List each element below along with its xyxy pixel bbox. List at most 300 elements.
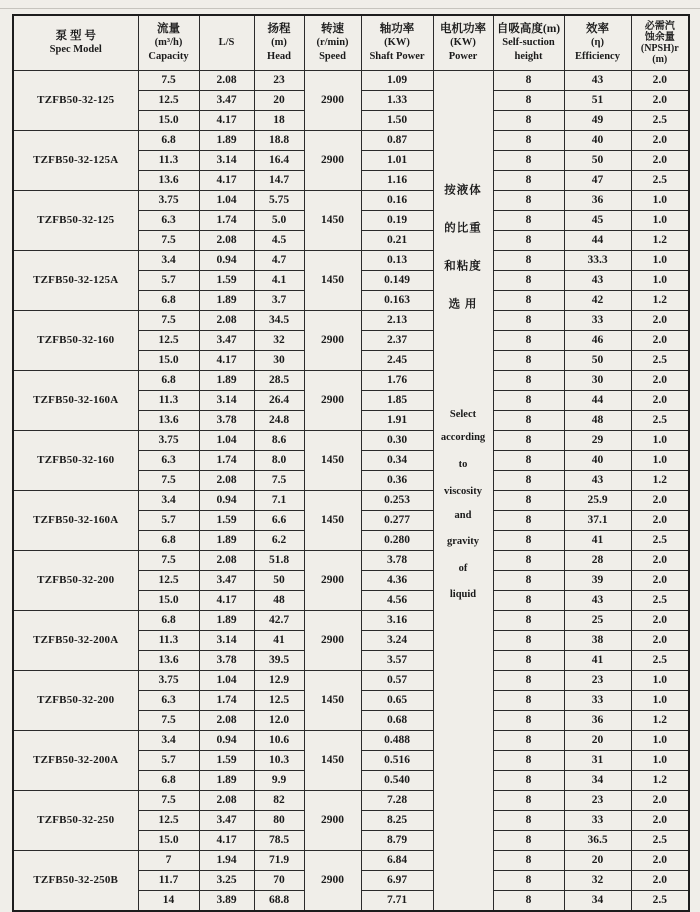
suction-cell: 8	[493, 771, 564, 791]
npsh-cell: 2.0	[631, 791, 689, 811]
capacity-cell: 6.8	[138, 131, 199, 151]
header-line: Self-suction	[502, 37, 555, 48]
efficiency-cell: 38	[564, 631, 631, 651]
ls-cell: 0.94	[199, 731, 254, 751]
suction-cell: 8	[493, 891, 564, 912]
header-line: Power	[448, 51, 478, 62]
ls-cell: 3.25	[199, 871, 254, 891]
ls-cell: 2.08	[199, 551, 254, 571]
header-cell-efficiency	[564, 15, 631, 71]
efficiency-cell: 43	[564, 591, 631, 611]
npsh-cell: 1.0	[631, 731, 689, 751]
efficiency-cell: 36.5	[564, 831, 631, 851]
suction-cell: 8	[493, 271, 564, 291]
capacity-cell: 13.6	[138, 411, 199, 431]
capacity-cell: 11.7	[138, 871, 199, 891]
head-cell: 80	[254, 811, 304, 831]
shaft-power-cell: 0.163	[361, 291, 433, 311]
shaft-power-cell: 2.45	[361, 351, 433, 371]
suction-cell: 8	[493, 171, 564, 191]
model-cell: TZFB50-32-160	[13, 311, 138, 371]
ls-cell: 1.74	[199, 691, 254, 711]
shaft-power-cell: 3.57	[361, 651, 433, 671]
capacity-cell: 14	[138, 891, 199, 912]
shaft-power-cell: 0.488	[361, 731, 433, 751]
header-line: (KW)	[450, 37, 476, 48]
shaft-power-cell: 8.79	[361, 831, 433, 851]
npsh-cell: 2.5	[631, 171, 689, 191]
shaft-power-cell: 1.09	[361, 71, 433, 91]
ls-cell: 1.89	[199, 131, 254, 151]
head-cell: 12.5	[254, 691, 304, 711]
header-line: 轴功率	[379, 23, 415, 35]
head-cell: 28.5	[254, 371, 304, 391]
capacity-cell: 7.5	[138, 791, 199, 811]
shaft-power-cell: 0.57	[361, 671, 433, 691]
shaft-power-cell: 0.30	[361, 431, 433, 451]
suction-cell: 8	[493, 131, 564, 151]
suction-cell: 8	[493, 391, 564, 411]
header-cell-power	[433, 15, 493, 71]
npsh-cell: 2.0	[631, 371, 689, 391]
efficiency-cell: 48	[564, 411, 631, 431]
shaft-power-cell: 0.280	[361, 531, 433, 551]
npsh-cell: 2.0	[631, 631, 689, 651]
power-note-line: of	[458, 562, 468, 574]
capacity-cell: 3.4	[138, 251, 199, 271]
npsh-cell: 1.2	[631, 771, 689, 791]
table-row	[13, 371, 689, 391]
ls-cell: 2.08	[199, 791, 254, 811]
head-cell: 5.0	[254, 211, 304, 231]
shaft-power-cell: 1.16	[361, 171, 433, 191]
npsh-cell: 2.5	[631, 531, 689, 551]
shaft-power-cell: 1.50	[361, 111, 433, 131]
npsh-cell: 2.0	[631, 611, 689, 631]
suction-cell: 8	[493, 211, 564, 231]
table-row	[13, 791, 689, 811]
efficiency-cell: 32	[564, 871, 631, 891]
model-cell: TZFB50-32-125	[13, 71, 138, 131]
page-top-rule	[0, 8, 700, 9]
header-line: Spec Model	[49, 44, 102, 55]
npsh-cell: 2.0	[631, 491, 689, 511]
ls-cell: 1.59	[199, 751, 254, 771]
npsh-cell: 2.0	[631, 391, 689, 411]
header-line: 必需汽	[644, 21, 675, 32]
ls-cell: 2.08	[199, 71, 254, 91]
npsh-cell: 2.5	[631, 651, 689, 671]
head-cell: 12.0	[254, 711, 304, 731]
shaft-power-cell: 4.56	[361, 591, 433, 611]
header-line: (m)	[271, 37, 287, 48]
efficiency-cell: 34	[564, 771, 631, 791]
efficiency-cell: 40	[564, 451, 631, 471]
npsh-cell: 1.0	[631, 671, 689, 691]
header-cell-head	[254, 15, 304, 71]
capacity-cell: 5.7	[138, 751, 199, 771]
capacity-cell: 13.6	[138, 171, 199, 191]
header-cell-ls	[199, 15, 254, 71]
ls-cell: 1.89	[199, 291, 254, 311]
capacity-cell: 7.5	[138, 711, 199, 731]
header-line: 效率	[586, 23, 609, 35]
table-row	[13, 611, 689, 631]
head-cell: 18.8	[254, 131, 304, 151]
model-cell: TZFB50-32-160	[13, 431, 138, 491]
efficiency-cell: 49	[564, 111, 631, 131]
capacity-cell: 7.5	[138, 231, 199, 251]
header-line: 扬程	[267, 23, 291, 35]
suction-cell: 8	[493, 691, 564, 711]
ls-cell: 4.17	[199, 171, 254, 191]
npsh-cell: 2.5	[631, 831, 689, 851]
model-cell: TZFB50-32-160A	[13, 371, 138, 431]
speed-cell: 2900	[304, 851, 361, 912]
head-cell: 20	[254, 91, 304, 111]
suction-cell: 8	[493, 571, 564, 591]
suction-cell: 8	[493, 851, 564, 871]
header-row	[13, 15, 689, 71]
capacity-cell: 12.5	[138, 811, 199, 831]
suction-cell: 8	[493, 111, 564, 131]
efficiency-cell: 39	[564, 571, 631, 591]
power-note-line: and	[454, 509, 472, 521]
suction-cell: 8	[493, 471, 564, 491]
suction-cell: 8	[493, 591, 564, 611]
header-line: Head	[267, 51, 291, 62]
shaft-power-cell: 1.01	[361, 151, 433, 171]
ls-cell: 3.47	[199, 91, 254, 111]
suction-cell: 8	[493, 871, 564, 891]
npsh-cell: 2.0	[631, 131, 689, 151]
shaft-power-cell: 0.253	[361, 491, 433, 511]
table-row	[13, 311, 689, 331]
suction-cell: 8	[493, 711, 564, 731]
ls-cell: 1.59	[199, 511, 254, 531]
efficiency-cell: 41	[564, 531, 631, 551]
npsh-cell: 2.0	[631, 851, 689, 871]
head-cell: 5.75	[254, 191, 304, 211]
header-cell-shaft-power	[361, 15, 433, 71]
ls-cell: 3.89	[199, 891, 254, 912]
shaft-power-cell: 0.516	[361, 751, 433, 771]
shaft-power-cell: 1.91	[361, 411, 433, 431]
capacity-cell: 11.3	[138, 631, 199, 651]
suction-cell: 8	[493, 631, 564, 651]
model-cell: TZFB50-32-200A	[13, 731, 138, 791]
head-cell: 78.5	[254, 831, 304, 851]
suction-cell: 8	[493, 331, 564, 351]
model-cell: TZFB50-32-200	[13, 551, 138, 611]
capacity-cell: 3.75	[138, 191, 199, 211]
head-cell: 4.7	[254, 251, 304, 271]
capacity-cell: 7	[138, 851, 199, 871]
power-note-line: according	[440, 431, 486, 443]
npsh-cell: 2.0	[631, 311, 689, 331]
header-line: (η)	[591, 37, 604, 48]
shaft-power-cell: 8.25	[361, 811, 433, 831]
header-cell-capacity	[138, 15, 199, 71]
capacity-cell: 6.8	[138, 291, 199, 311]
capacity-cell: 12.5	[138, 331, 199, 351]
header-line: Speed	[319, 51, 346, 62]
efficiency-cell: 20	[564, 851, 631, 871]
shaft-power-cell: 6.84	[361, 851, 433, 871]
header-line: 电机功率	[440, 23, 486, 35]
efficiency-cell: 34	[564, 891, 631, 912]
ls-cell: 1.04	[199, 431, 254, 451]
head-cell: 24.8	[254, 411, 304, 431]
header-line: (m)	[652, 54, 668, 65]
power-note-line: Select	[449, 408, 477, 420]
power-note-line: 的比重	[444, 222, 482, 235]
capacity-cell: 6.8	[138, 531, 199, 551]
head-cell: 18	[254, 111, 304, 131]
table-row	[13, 731, 689, 751]
efficiency-cell: 30	[564, 371, 631, 391]
speed-cell: 2900	[304, 131, 361, 191]
npsh-cell: 1.0	[631, 451, 689, 471]
capacity-cell: 11.3	[138, 391, 199, 411]
header-line: 蚀余量	[644, 32, 675, 43]
capacity-cell: 15.0	[138, 591, 199, 611]
ls-cell: 4.17	[199, 351, 254, 371]
npsh-cell: 2.0	[631, 551, 689, 571]
ls-cell: 3.47	[199, 571, 254, 591]
npsh-cell: 2.0	[631, 331, 689, 351]
efficiency-cell: 51	[564, 91, 631, 111]
suction-cell: 8	[493, 431, 564, 451]
shaft-power-cell: 2.13	[361, 311, 433, 331]
suction-cell: 8	[493, 411, 564, 431]
model-cell: TZFB50-32-125A	[13, 131, 138, 191]
shaft-power-cell: 0.540	[361, 771, 433, 791]
efficiency-cell: 25	[564, 611, 631, 631]
speed-cell: 2900	[304, 611, 361, 671]
model-cell: TZFB50-32-125A	[13, 251, 138, 311]
efficiency-cell: 31	[564, 751, 631, 771]
table-row	[13, 491, 689, 511]
efficiency-cell: 28	[564, 551, 631, 571]
ls-cell: 1.89	[199, 611, 254, 631]
shaft-power-cell: 0.16	[361, 191, 433, 211]
header-line: 流量	[157, 23, 180, 35]
ls-cell: 2.08	[199, 231, 254, 251]
head-cell: 10.3	[254, 751, 304, 771]
efficiency-cell: 40	[564, 131, 631, 151]
suction-cell: 8	[493, 511, 564, 531]
table-row	[13, 71, 689, 91]
head-cell: 48	[254, 591, 304, 611]
power-note-line: liquid	[449, 588, 477, 600]
efficiency-cell: 33	[564, 691, 631, 711]
header-line: (m³/h)	[154, 37, 183, 48]
shaft-power-cell: 0.36	[361, 471, 433, 491]
head-cell: 70	[254, 871, 304, 891]
ls-cell: 1.04	[199, 671, 254, 691]
efficiency-cell: 43	[564, 471, 631, 491]
efficiency-cell: 23	[564, 791, 631, 811]
capacity-cell: 6.8	[138, 771, 199, 791]
speed-cell: 2900	[304, 791, 361, 851]
efficiency-cell: 45	[564, 211, 631, 231]
ls-cell: 3.78	[199, 651, 254, 671]
suction-cell: 8	[493, 291, 564, 311]
efficiency-cell: 33	[564, 811, 631, 831]
capacity-cell: 7.5	[138, 551, 199, 571]
capacity-cell: 6.3	[138, 451, 199, 471]
suction-cell: 8	[493, 151, 564, 171]
ls-cell: 1.04	[199, 191, 254, 211]
npsh-cell: 2.5	[631, 111, 689, 131]
capacity-cell: 7.5	[138, 471, 199, 491]
model-cell: TZFB50-32-160A	[13, 491, 138, 551]
header-line: (KW)	[384, 37, 410, 48]
speed-cell: 1450	[304, 671, 361, 731]
pump-spec-table	[12, 14, 690, 912]
suction-cell: 8	[493, 751, 564, 771]
capacity-cell: 7.5	[138, 71, 199, 91]
head-cell: 7.1	[254, 491, 304, 511]
ls-cell: 1.94	[199, 851, 254, 871]
npsh-cell: 1.0	[631, 271, 689, 291]
table-row	[13, 131, 689, 151]
suction-cell: 8	[493, 191, 564, 211]
capacity-cell: 15.0	[138, 351, 199, 371]
efficiency-cell: 42	[564, 291, 631, 311]
shaft-power-cell: 1.76	[361, 371, 433, 391]
model-cell: TZFB50-32-250B	[13, 851, 138, 912]
capacity-cell: 6.8	[138, 611, 199, 631]
ls-cell: 4.17	[199, 111, 254, 131]
speed-cell: 1450	[304, 431, 361, 491]
ls-cell: 1.74	[199, 451, 254, 471]
header-cell-model	[13, 15, 138, 71]
suction-cell: 8	[493, 611, 564, 631]
capacity-cell: 6.8	[138, 371, 199, 391]
header-line: Shaft Power	[369, 51, 425, 62]
ls-cell: 3.47	[199, 811, 254, 831]
shaft-power-cell: 0.65	[361, 691, 433, 711]
efficiency-cell: 46	[564, 331, 631, 351]
header-cell-npsh	[631, 15, 689, 71]
table-row	[13, 551, 689, 571]
suction-cell: 8	[493, 71, 564, 91]
ls-cell: 4.17	[199, 591, 254, 611]
shaft-power-cell: 1.85	[361, 391, 433, 411]
capacity-cell: 5.7	[138, 271, 199, 291]
suction-cell: 8	[493, 251, 564, 271]
efficiency-cell: 33	[564, 311, 631, 331]
npsh-cell: 2.5	[631, 351, 689, 371]
head-cell: 6.2	[254, 531, 304, 551]
npsh-cell: 1.0	[631, 191, 689, 211]
head-cell: 7.5	[254, 471, 304, 491]
shaft-power-cell: 3.16	[361, 611, 433, 631]
head-cell: 68.8	[254, 891, 304, 912]
head-cell: 51.8	[254, 551, 304, 571]
capacity-cell: 3.4	[138, 731, 199, 751]
npsh-cell: 2.5	[631, 891, 689, 912]
shaft-power-cell: 1.33	[361, 91, 433, 111]
header-line: (NPSH)r	[640, 43, 679, 54]
head-cell: 23	[254, 71, 304, 91]
head-cell: 42.7	[254, 611, 304, 631]
shaft-power-cell: 0.34	[361, 451, 433, 471]
ls-cell: 3.47	[199, 331, 254, 351]
head-cell: 3.7	[254, 291, 304, 311]
ls-cell: 0.94	[199, 491, 254, 511]
shaft-power-cell: 3.78	[361, 551, 433, 571]
npsh-cell: 2.0	[631, 71, 689, 91]
table-row	[13, 251, 689, 271]
head-cell: 71.9	[254, 851, 304, 871]
speed-cell: 1450	[304, 251, 361, 311]
head-cell: 12.9	[254, 671, 304, 691]
efficiency-cell: 50	[564, 351, 631, 371]
efficiency-cell: 44	[564, 391, 631, 411]
shaft-power-cell: 4.36	[361, 571, 433, 591]
table-body	[13, 71, 689, 912]
header-line: 自吸高度(m)	[496, 23, 561, 35]
shaft-power-cell: 0.19	[361, 211, 433, 231]
npsh-cell: 2.0	[631, 811, 689, 831]
npsh-cell: 1.0	[631, 751, 689, 771]
efficiency-cell: 23	[564, 671, 631, 691]
model-cell: TZFB50-32-125	[13, 191, 138, 251]
ls-cell: 1.89	[199, 531, 254, 551]
table-row	[13, 671, 689, 691]
head-cell: 8.6	[254, 431, 304, 451]
ls-cell: 3.78	[199, 411, 254, 431]
suction-cell: 8	[493, 811, 564, 831]
table-row	[13, 851, 689, 871]
capacity-cell: 3.4	[138, 491, 199, 511]
speed-cell: 2900	[304, 311, 361, 371]
header-line: 泵 型 号	[55, 30, 96, 42]
header-line: Efficiency	[575, 51, 620, 62]
efficiency-cell: 44	[564, 231, 631, 251]
capacity-cell: 7.5	[138, 311, 199, 331]
head-cell: 16.4	[254, 151, 304, 171]
model-cell: TZFB50-32-250	[13, 791, 138, 851]
efficiency-cell: 29	[564, 431, 631, 451]
capacity-cell: 11.3	[138, 151, 199, 171]
suction-cell: 8	[493, 91, 564, 111]
capacity-cell: 6.3	[138, 691, 199, 711]
power-note-line: 按液体	[444, 184, 482, 197]
head-cell: 10.6	[254, 731, 304, 751]
ls-cell: 1.89	[199, 771, 254, 791]
power-note-line: viscosity	[444, 485, 482, 497]
suction-cell: 8	[493, 531, 564, 551]
shaft-power-cell: 0.87	[361, 131, 433, 151]
speed-cell: 2900	[304, 71, 361, 131]
ls-cell: 1.89	[199, 371, 254, 391]
header-line: height	[514, 51, 543, 62]
efficiency-cell: 33.3	[564, 251, 631, 271]
head-cell: 32	[254, 331, 304, 351]
capacity-cell: 12.5	[138, 91, 199, 111]
head-cell: 26.4	[254, 391, 304, 411]
npsh-cell: 2.5	[631, 411, 689, 431]
speed-cell: 1450	[304, 731, 361, 791]
capacity-cell: 3.75	[138, 431, 199, 451]
table-header	[13, 15, 689, 71]
power-note-line: 和粘度	[444, 260, 482, 273]
power-note-cell	[433, 71, 493, 912]
